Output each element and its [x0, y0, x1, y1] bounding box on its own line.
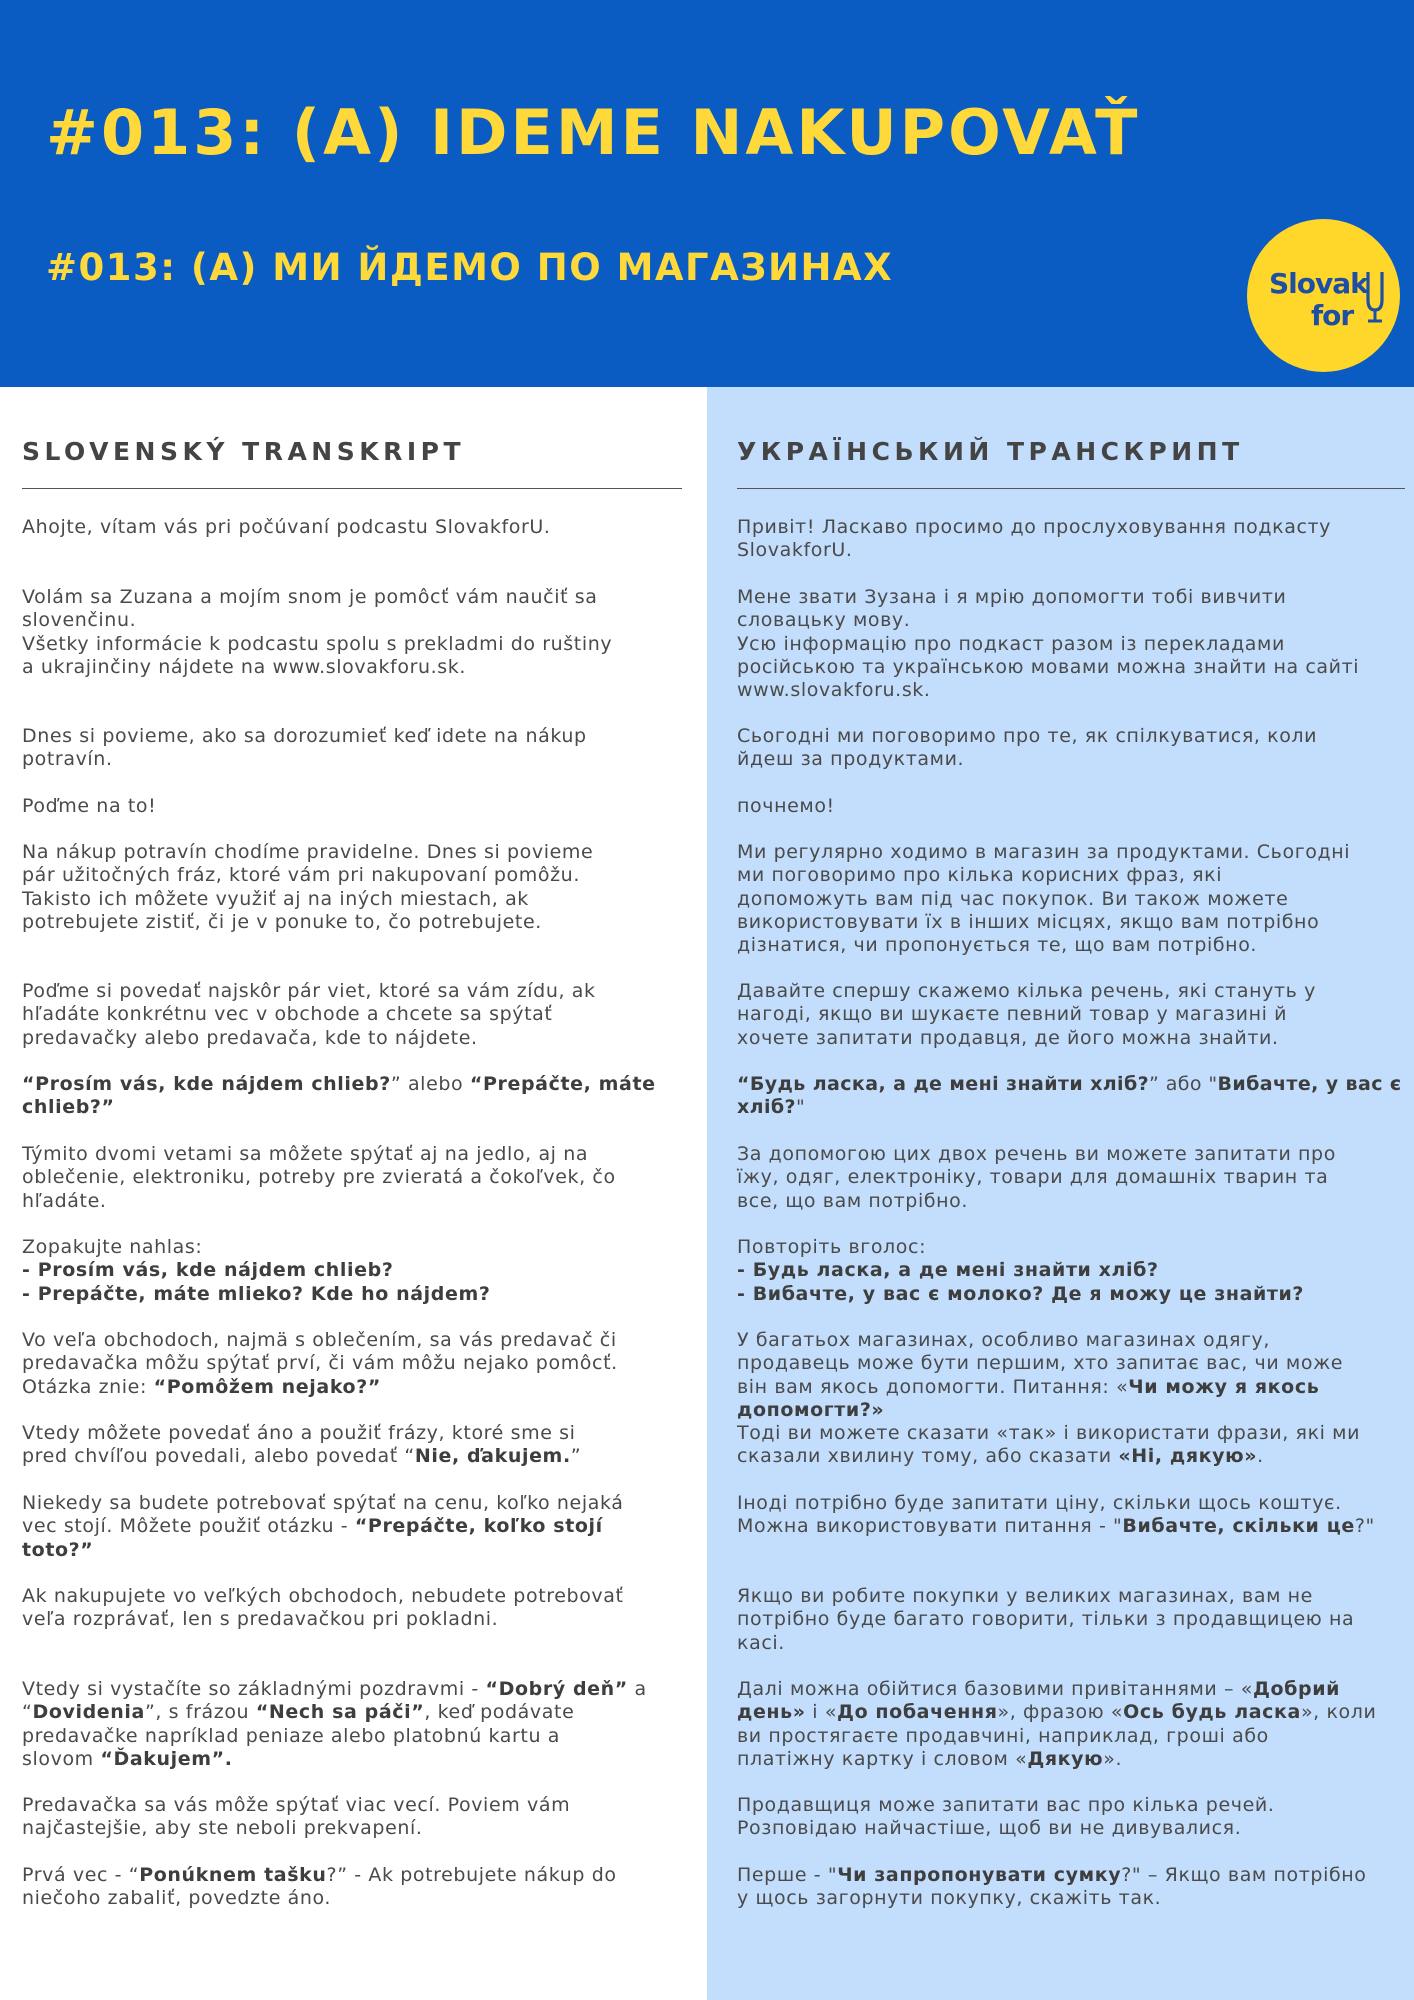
- paragraph-bag: Prvá vec - “Ponúknem tašku?” - Ak potrebujete nákup do niečoho zabaliť, povedzte áno.: [22, 1864, 617, 1910]
- paragraph-usage: Týmito dvomi vetami sa môžete spýtať aj na jedlo, aj na oblečenie, elektroniku, potreby pre zvieratá a čokoľvek, čo hľadáte.: [22, 1143, 616, 1212]
- paragraph-more-questions: Продавщиця може запитати вас про кілька речей. Розповідаю найчастіше, щоб ви не дивувалися.: [737, 1794, 1275, 1840]
- header-banner: [0, 0, 1414, 387]
- paragraph-shopping: Na nákup potravín chodíme pravidelne. Dnes si povieme pár užitočných fráz, ktoré vám pri nakupovaní pomôžu. Takisto ich môžete využiť aj na iných miestach, ak potrebujete zistiť, či je v ponuke to, čo potrebujete.: [22, 841, 594, 933]
- paragraph-lets-go: Poďme na to!: [22, 795, 157, 817]
- heading-divider: [737, 488, 1405, 489]
- logo-u-glass-icon: [1366, 270, 1384, 324]
- paragraph-topic: Сьогодні ми поговоримо про те, як спілкуватися, коли йдеш за продуктами.: [737, 725, 1318, 771]
- paragraph-shop-assistant: Vo veľa obchodoch, najmä s oblečením, sa vás predavač či predavačka môžu spýtať prví, či vám môžu nejako pomôcť. Otázka znie: “Pomôžem nejako?”: [22, 1329, 618, 1398]
- paragraph-price: Niekedy sa budete potrebovať spýtať na cenu, koľko nejaká vec stojí. Môžete použiť otázku - “Prepáčte, koľko stojí toto?”: [22, 1492, 624, 1561]
- paragraph-intro: Volám sa Zuzana a mojím snom je pomôcť vám naučiť sa slovenčinu. Všetky informácie k podcastu spolu s prekladmi do ruštiny a ukrajinčiny nájdete na www.slovakforu.sk.: [22, 586, 613, 678]
- paragraph-answer: Vtedy môžete povedať áno a použiť frázy, ktoré sme si pred chvíľou povedali, alebo povedať “Nie, ďakujem.”: [22, 1422, 582, 1468]
- paragraph-phrases-intro: Давайте спершу скажемо кілька речень, які стануть у нагоді, якщо ви шукаєте певний товар у магазині й хочете запитати продавця, де його можна знайти.: [737, 980, 1316, 1049]
- paragraph-example-questions: “Будь ласка, а де мені знайти хліб?” або "Вибачте, у вас є хліб?": [737, 1073, 1402, 1119]
- paragraph-example-questions: “Prosím vás, kde nájdem chlieb?” alebo “Prepáčte, máte chlieb?”: [22, 1073, 656, 1119]
- paragraph-usage: За допомогою цих двох речень ви можете запитати про їжу, одяг, електроніку, товари для домашніх тварин та все, що вам потрібно.: [737, 1143, 1336, 1212]
- paragraph-shopping: Ми регулярно ходимо в магазин за продуктами. Сьогодні ми поговоримо про кілька корисних фраз, які допоможуть вам під час покупок. Ви також можете використовувати їх в інших місцях, якщо вам потрібно дізнатися, чи пропонується те, що вам потрібно.: [737, 841, 1351, 957]
- paragraph-topic: Dnes si povieme, ako sa dorozumieť keď idete na nákup potravín.: [22, 725, 587, 771]
- logo-text-slovak: Slovak: [1269, 267, 1368, 300]
- heading-divider: [22, 488, 682, 489]
- ukrainian-transcript-column: [707, 387, 1414, 2000]
- slovak-transcript-column: [0, 387, 707, 2000]
- paragraph-intro: Мене звати Зузана і я мрію допомогти тобі вивчити словацьку мову. Усю інформацію про подкаст разом із перекладами російською та українською мовами можна знайти на сайті www.slovakforu.sk.: [737, 586, 1360, 702]
- paragraph-repeat: Zopakujte nahlas: - Prosím vás, kde nájdem chlieb? - Prepáčte, máte mlieko? Kde ho nájdem?: [22, 1236, 491, 1305]
- paragraph-phrases-intro: Poďme si povedať najskôr pár viet, ktoré sa vám zídu, ak hľadáte konkrétnu vec v obchode a chcete sa spýtať predavačky alebo predavača, kde to nájdete.: [22, 980, 596, 1049]
- ukrainian-transcript-heading: УКРАЇНСЬКИЙ ТРАНСКРИПТ: [737, 437, 1244, 466]
- paragraph-greeting: Ahojte, vítam vás pri počúvaní podcastu SlovakforU.: [22, 516, 551, 538]
- page-subtitle: #013: (A) МИ ЙДЕМО ПО МАГАЗИНАХ: [46, 246, 894, 289]
- paragraph-big-stores: Ak nakupujete vo veľkých obchodoch, nebudete potrebovať veľa rozprávať, len s predavačkou pri pokladni.: [22, 1585, 624, 1631]
- page-title: #013: (A) IDEME NAKUPOVAŤ: [46, 96, 1141, 169]
- paragraph-lets-go: почнемо!: [737, 795, 835, 817]
- slovak-transcript-heading: SLOVENSKÝ TRANSKRIPT: [22, 437, 466, 466]
- paragraph-greetings: Далі можна обійтися базовими привітаннями – «Добрий день» і «До побачення», фразою «Ось будь ласка», коли ви простягаєте продавчині, наприклад, гроші або платіжну картку і словом «Дякую».: [737, 1678, 1377, 1770]
- paragraph-repeat: Повторіть вголос: - Будь ласка, а де мені знайти хліб? - Вибачте, у вас є молоко? Де я можу це знайти?: [737, 1236, 1305, 1305]
- logo-text-for: for: [1311, 299, 1354, 332]
- slovakforu-logo: [1247, 219, 1400, 372]
- paragraph-greetings: Vtedy si vystačíte so základnými pozdravmi - “Dobrý deň” a “Dovidenia”, s frázou “Nech sa páči”, keď podávate predavačke napríklad peniaze alebo platobnú kartu a slovom “Ďakujem”.: [22, 1678, 647, 1770]
- paragraph-price: Іноді потрібно буде запитати ціну, скільки щось коштує. Можна використовувати питання - "Вибачте, скільки це?": [737, 1492, 1375, 1538]
- paragraph-big-stores: Якщо ви робите покупки у великих магазинах, вам не потрібно буде багато говорити, тільки з продавщицею на касі.: [737, 1585, 1355, 1654]
- paragraph-bag: Перше - "Чи запропонувати сумку?" – Якщо вам потрібно у щось загорнути покупку, скажіть так.: [737, 1864, 1367, 1910]
- paragraph-greeting: Привіт! Ласкаво просимо до прослуховування подкасту SlovakforU.: [737, 516, 1332, 562]
- paragraph-more-questions: Predavačka sa vás môže spýtať viac vecí. Poviem vám najčastejšie, aby ste neboli prekvapení.: [22, 1794, 571, 1840]
- paragraph-shop-assistant: У багатьох магазинах, особливо магазинах одягу, продавець може бути першим, хто запитає вас, чи може він вам якось допомогти. Питання: «Чи можу я якось допомогти?» Тоді ви можете сказати «так» і використати фрази, які ми сказали хвилину тому, або сказати «Ні, дякую».: [737, 1329, 1361, 1468]
